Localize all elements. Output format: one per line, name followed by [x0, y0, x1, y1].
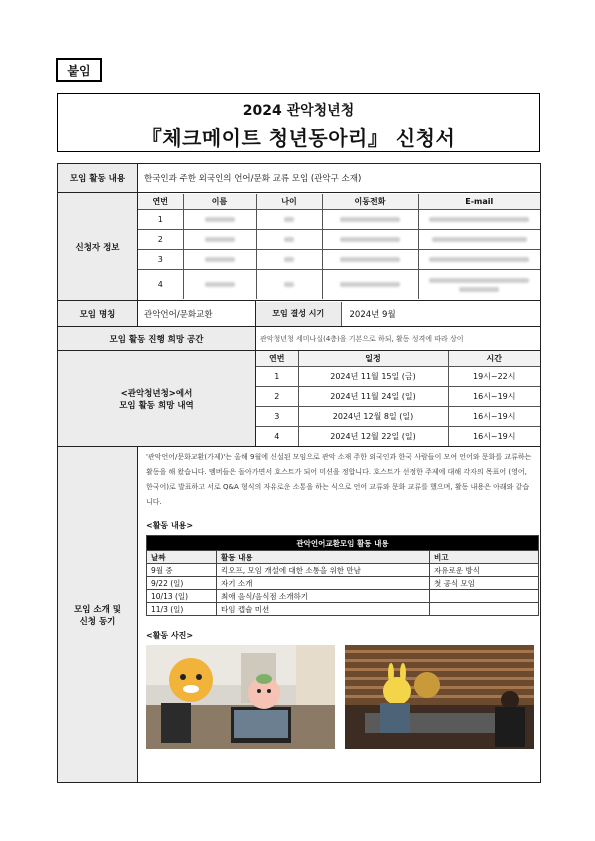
- activity-content: 타임 캡슐 미션: [217, 603, 430, 616]
- redacted-name: [183, 249, 256, 269]
- activity-header-content: 활동 내용: [217, 551, 430, 564]
- applicant-header-name: 이름: [183, 194, 256, 210]
- title-box: [57, 93, 540, 152]
- schedule-label-line1: <관악청년청>에서: [120, 388, 193, 399]
- redacted-age: [256, 249, 322, 269]
- redacted-email: [418, 209, 540, 229]
- redacted-age: [256, 269, 322, 299]
- activity-heading: <활동 내용>: [146, 521, 194, 530]
- schedule-num: 3: [256, 407, 298, 427]
- table-row: [147, 577, 539, 590]
- applicant-num: 3: [138, 249, 183, 269]
- formation-date-value: 2024년 9월: [341, 302, 540, 326]
- activity-content: 자기 소개: [217, 577, 430, 590]
- applicant-num: 4: [138, 269, 183, 299]
- table-row: [147, 564, 539, 577]
- schedule-time: 16시~19시: [448, 427, 540, 447]
- activity-header-date: 날짜: [147, 551, 217, 564]
- table-row: [147, 603, 539, 616]
- schedule-date: 2024년 11월 15일 (금): [298, 367, 448, 387]
- intro-paragraph: '관악언어/문화교환(가제)'는 올해 9월에 신설된 모임으로 관악 소재 주한 외국인과 한국 사람들이 모여 언어와 문화를 교류하는 활동을 해 왔습니다. 멤버들은 돌아가면서 호스트가 되어 미션을 정합니다. 호스트가 선정한 주제에 대해 각자의 목표어 (영어, 한국어)로 발표하고 서로 Q&A 형식의 자유로운 소통을 하는 식으로 언어 교류와 문화 교류를 했으며, 활동 내용은 아래와 같습니다.: [146, 453, 532, 506]
- schedule-date: 2024년 12월 8일 (일): [298, 407, 448, 427]
- activity-photo-2: [345, 645, 534, 749]
- photo-heading: <활동 사진>: [146, 631, 194, 640]
- redacted-age: [256, 229, 322, 249]
- activity-photos: [146, 645, 540, 749]
- redacted-phone: [322, 249, 418, 269]
- activity-table-title: 관악언어교환모임 활동 내용: [147, 536, 539, 551]
- title-year: 2024 관악청년청: [242, 103, 355, 119]
- activity-content: 최애 음식/음식점 소개하기: [217, 590, 430, 603]
- redacted-phone: [322, 209, 418, 229]
- redacted-email: [418, 269, 540, 299]
- activity-note: [430, 603, 539, 616]
- schedule-row: [256, 427, 540, 447]
- activity-header-note: 비고: [430, 551, 539, 564]
- schedule-time: 16시~19시: [448, 387, 540, 407]
- intro-label-line2: 신청 동기: [79, 616, 116, 627]
- activity-content-label: 모임 활동 내용: [58, 164, 138, 193]
- redacted-phone: [322, 229, 418, 249]
- applicant-num: 2: [138, 229, 183, 249]
- group-name-label: 모임 명칭: [58, 301, 138, 327]
- activity-date: 11/3 (일): [147, 603, 217, 616]
- applicant-header-email: E-mail: [418, 194, 540, 210]
- schedule-num: 2: [256, 387, 298, 407]
- schedule-label: [58, 351, 256, 447]
- schedule-row: [256, 387, 540, 407]
- schedule-num: 4: [256, 427, 298, 447]
- activity-date: 9월 중: [147, 564, 217, 577]
- activity-table: [146, 535, 539, 616]
- schedule-header-time: 시간: [448, 351, 540, 367]
- application-form: [57, 163, 541, 783]
- redacted-name: [183, 269, 256, 299]
- activity-date: 10/13 (일): [147, 590, 217, 603]
- formation-date-label: 모임 결성 시기: [256, 302, 341, 326]
- activity-photo-1: [146, 645, 335, 749]
- applicant-header-num: 연번: [138, 194, 183, 210]
- schedule-row: [256, 407, 540, 427]
- activity-content: 킥오프, 모임 개설에 대한 소통을 위한 만남: [217, 564, 430, 577]
- applicant-info-label: 신청자 정보: [58, 193, 138, 301]
- activity-date: 9/22 (일): [147, 577, 217, 590]
- redacted-age: [256, 209, 322, 229]
- activity-note: [430, 590, 539, 603]
- table-row: [147, 590, 539, 603]
- space-value: 관악청년청 세미나실(4층)을 기본으로 하되, 활동 성격에 따라 상이: [256, 327, 541, 351]
- schedule-row: [256, 367, 540, 387]
- schedule-num: 1: [256, 367, 298, 387]
- page-title: 『체크메이트 청년동아리』 신청서: [141, 126, 456, 150]
- applicant-num: 1: [138, 209, 183, 229]
- activity-content-value: 한국인과 주한 외국인의 언어/문화 교류 모임 (관악구 소재): [138, 164, 541, 193]
- schedule-date: 2024년 12월 22일 (일): [298, 427, 448, 447]
- schedule-date: 2024년 11월 24일 (일): [298, 387, 448, 407]
- intro-label: [58, 447, 138, 783]
- schedule-time: 19시~22시: [448, 367, 540, 387]
- applicant-header-phone: 이동전화: [322, 194, 418, 210]
- group-name-value: 관악언어/문화교환: [138, 301, 256, 327]
- applicant-table: [138, 194, 540, 300]
- activity-note: 자유로운 방식: [430, 564, 539, 577]
- formation-date-cell: [256, 302, 540, 326]
- attachment-tag: 붙임: [56, 58, 102, 82]
- redacted-phone: [322, 269, 418, 299]
- schedule-header-num: 연번: [256, 351, 298, 367]
- schedule-time: 16시~19시: [448, 407, 540, 427]
- applicant-header-age: 나이: [256, 194, 322, 210]
- redacted-name: [183, 209, 256, 229]
- schedule-label-line2: 모임 활동 희망 내역: [119, 400, 194, 411]
- activity-note: 첫 공식 모임: [430, 577, 539, 590]
- redacted-name: [183, 229, 256, 249]
- redacted-email: [418, 229, 540, 249]
- schedule-table: [256, 351, 540, 446]
- intro-label-line1: 모임 소개 및: [74, 604, 121, 615]
- schedule-header-date: 일정: [298, 351, 448, 367]
- redacted-email: [418, 249, 540, 269]
- space-label: 모임 활동 진행 희망 공간: [58, 327, 256, 351]
